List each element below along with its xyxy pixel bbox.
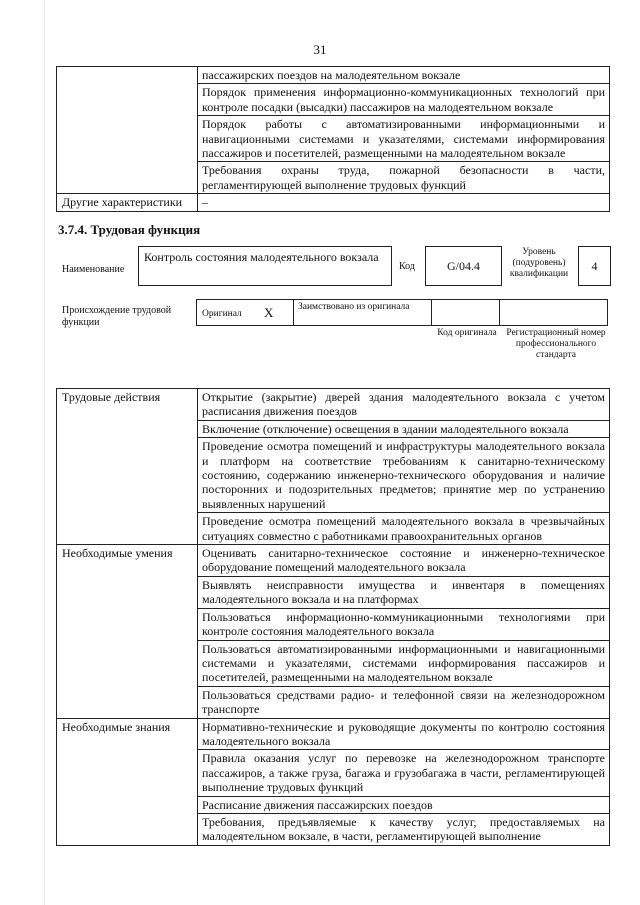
code-original-caption: Код оригинала (437, 328, 497, 338)
scan-margin-line (44, 0, 45, 905)
row-label: Трудовые действия (57, 389, 198, 545)
table-cell: Правила оказания услуг по перевозке на железнодорожном транспорте пассажиров, а также груза, багажа и грузобагажа в части, регламентирующей выполнение трудовых функций (198, 750, 610, 796)
code-value: G/04.4 (447, 259, 480, 273)
code-label: Код (399, 261, 415, 272)
table-cell: Включение (отключение) освещения в здании малодеятельного вокзала (198, 420, 610, 437)
name-value-box (138, 246, 392, 286)
name-value: Контроль состояния малодеятельного вокзала (144, 250, 379, 264)
table-cell: Нормативно-технические и руководящие документы по контролю состояния малодеятельного вокзала (198, 718, 610, 750)
table-row (57, 718, 610, 750)
table-cell: Требования, предъявляемые к качеству услуг, предоставляемых на малодеятельном вокзале, в части, регламентирующей выполнение (198, 813, 610, 845)
row-label: Другие характеристики (57, 194, 198, 211)
table-row (57, 67, 610, 84)
page-number: 31 (313, 42, 327, 57)
table-row (57, 389, 610, 421)
name-label: Наименование (62, 264, 125, 275)
table-cell: Открытие (закрытие) дверей здания малодеятельного вокзала с учетом расписания движения поездов (198, 389, 610, 421)
table-cell: Порядок работы с автоматизированными информационными и навигационными системами и указателями, системами информирования пассажиров и посетителей, размещенными на малодеятельном вокзале (198, 116, 610, 162)
table-row (57, 194, 610, 211)
table-cell: Требования охраны труда, пожарной безопасности в части, регламентирующей выполнение трудовых функций (198, 162, 610, 194)
table-cell: Выявлять неисправности имущества и инвентаря в помещениях малодеятельного вокзала и на платформах (198, 576, 610, 608)
original-label: Оригинал (202, 309, 242, 319)
row-label: Необходимые знания (57, 718, 198, 845)
level-value: 4 (591, 259, 598, 273)
table-row (57, 545, 610, 577)
reg-number-caption: Регистрационный номер профессионального стандарта (506, 328, 606, 360)
table-cell: Оценивать санитарно-техническое состояние и инженерно-техническое оборудование помещений малодеятельного вокзала (198, 545, 610, 577)
table-cell: Пользоваться средствами радио- и телефонной связи на железнодорожном транспорте (198, 686, 610, 718)
top-table (56, 66, 610, 212)
code-original-cell (431, 300, 500, 325)
table-cell: Пользоваться автоматизированными информационными и навигационными системами и указателями, системами информирования пассажиров и посетителей, размещенными на малодеятельном вокзале (198, 640, 610, 686)
level-value-box (578, 246, 611, 286)
table-cell: пассажирских поездов на малодеятельном вокзале (198, 67, 610, 84)
level-label: Уровень (подуровень) квалификации (509, 247, 569, 279)
table-cell: Проведение осмотра помещений малодеятельного вокзала в чрезвычайных ситуациях совместно с работниками правоохранительных органов (198, 513, 610, 545)
section-heading: 3.7.4. Трудовая функция (58, 222, 201, 237)
table-cell: Порядок применения информационно-коммуникационных технологий при контроле посадки (высадки) пассажиров на малодеятельном вокзале (198, 84, 610, 116)
table-cell: Пользоваться информационно-коммуникационными технологиями при контроле состояния малодеятельного вокзала (198, 608, 610, 640)
origin-label: Происхождение трудовой функции (62, 305, 172, 328)
row-label (57, 67, 198, 194)
table-cell: Расписание движения пассажирских поездов (198, 796, 610, 813)
main-table (56, 388, 610, 846)
code-value-box (425, 246, 502, 286)
table-cell: Проведение осмотра помещений и инфраструктуры малодеятельного вокзала и платформ на соответствие требованиям к санитарно-техническому состоянию, содержанию инженерно-технического оборудования и наличие посторонних и подозрительных предметов; принятие мер по устранению выявленных нарушений (198, 438, 610, 513)
table-cell: – (198, 194, 610, 211)
original-mark: X (264, 305, 274, 320)
row-label: Необходимые умения (57, 545, 198, 718)
borrowed-label: Заимствовано из оригинала (298, 302, 410, 312)
